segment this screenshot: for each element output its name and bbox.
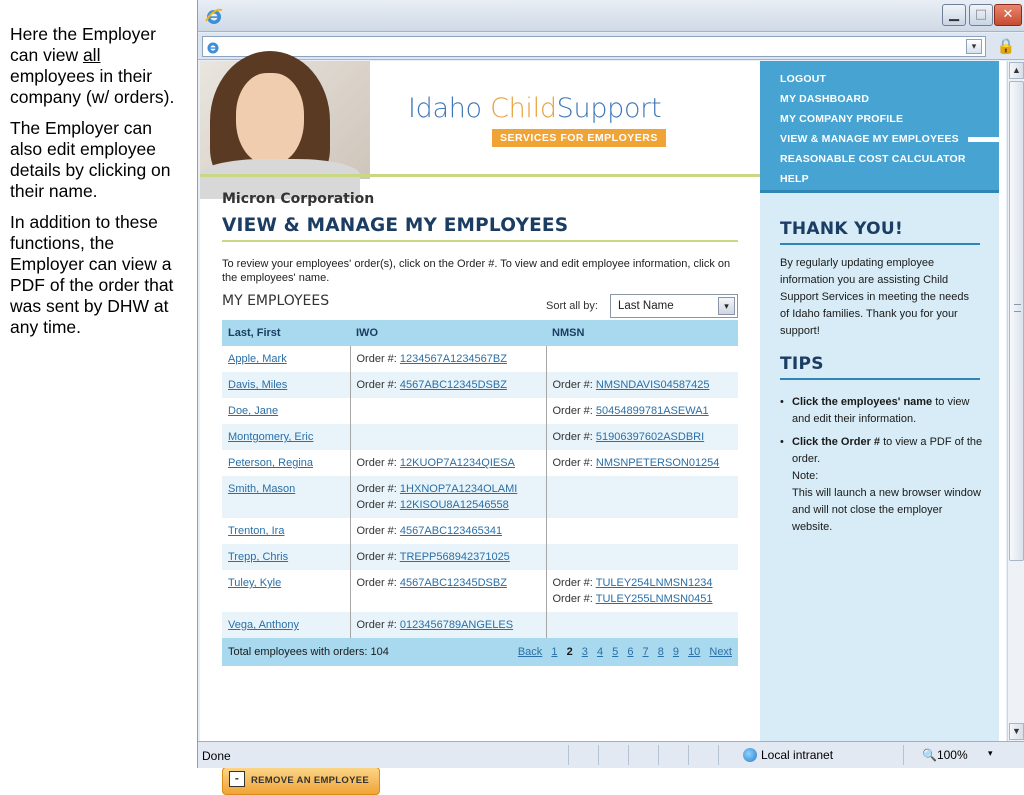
- table-row: Vega, Anthony Order #: 0123456789ANGELES: [222, 612, 738, 638]
- ie-logo-icon: [204, 6, 224, 26]
- employee-name-link[interactable]: Davis, Miles: [228, 379, 288, 391]
- table-row: Peterson, Regina Order #: 12KUOP7A1234QIESA Order #: NMSNPETERSON01254: [222, 450, 738, 476]
- table-row: Apple, Mark Order #: 1234567A1234567BZ: [222, 346, 738, 372]
- pager-page-link[interactable]: 8: [657, 646, 664, 658]
- column-header-iwo: IWO: [350, 320, 546, 346]
- table-row: Montgomery, Eric Order #: 51906397602ASDBRI: [222, 424, 738, 450]
- tip-item: • Click the Order # to view a PDF of the order. Note: This will launch a new browser window and will not close the employer website.: [780, 434, 985, 536]
- iwo-order-link[interactable]: 12KUOP7A1234QIESA: [399, 457, 515, 469]
- close-button[interactable]: ✕: [994, 4, 1022, 26]
- nmsn-order-link[interactable]: TULEY254LNMSN1234: [595, 577, 713, 589]
- nmsn-order-link[interactable]: TULEY255LNMSN0451: [595, 593, 713, 605]
- annotation-panel: [0, 0, 196, 768]
- logo-tagline: SERVICES FOR EMPLOYERS: [492, 129, 666, 147]
- maximize-button[interactable]: □: [969, 4, 993, 26]
- employee-name-link[interactable]: Doe, Jane: [228, 405, 279, 417]
- employee-name-link[interactable]: Smith, Mason: [228, 483, 296, 495]
- sort-label: Sort all by:: [546, 300, 598, 312]
- thank-you-heading: THANK YOU!: [780, 193, 980, 245]
- pager-back-link[interactable]: Back: [517, 646, 543, 658]
- table-footer: [222, 638, 738, 666]
- nav-my-dashboard[interactable]: MY DASHBOARD: [780, 93, 870, 105]
- browser-window: [197, 0, 1024, 786]
- page-title: VIEW & MANAGE MY EMPLOYEES: [222, 215, 738, 242]
- pager-page-link[interactable]: 1: [551, 646, 558, 658]
- employee-name-link[interactable]: Montgomery, Eric: [228, 431, 314, 443]
- tip-item: • Click the employees' name to view and edit their information.: [780, 394, 985, 428]
- iwo-order-link[interactable]: 4567ABC123465341: [399, 525, 503, 537]
- employee-name-link[interactable]: Trepp, Chris: [228, 551, 289, 563]
- nmsn-order-link[interactable]: NMSNDAVIS04587425: [595, 379, 710, 391]
- employee-name-link[interactable]: Tuley, Kyle: [228, 577, 282, 589]
- annotation-paragraph-2: The Employer can also edit employee details by clicking on their name.: [10, 118, 171, 201]
- minus-icon: -: [229, 771, 245, 787]
- pager-page-link: 2: [566, 646, 573, 658]
- lock-icon[interactable]: 🔒: [996, 38, 1016, 55]
- table-row: Smith, Mason Order #: 1HXNOP7A1234OLAMI Order #: 12KISOU8A12546558: [222, 476, 738, 518]
- table-row: Doe, Jane Order #: 50454899781ASEWA1: [222, 398, 738, 424]
- thank-you-text: By regularly updating employee information you are assisting Child Support Services in meeting the needs of Idaho families. Thank you for your support!: [780, 257, 969, 337]
- nmsn-order-link[interactable]: 50454899781ASEWA1: [595, 405, 709, 417]
- iwo-order-link[interactable]: 1234567A1234567BZ: [399, 353, 507, 365]
- pager-page-link[interactable]: 9: [672, 646, 679, 658]
- nmsn-order-link[interactable]: NMSNPETERSON01254: [595, 457, 720, 469]
- iwo-order-link[interactable]: 4567ABC12345DSBZ: [399, 379, 507, 391]
- nmsn-order-link[interactable]: 51906397602ASDBRI: [595, 431, 705, 443]
- employees-subtitle: MY EMPLOYEES: [222, 293, 330, 309]
- zoom-level[interactable]: 🔍100%: [922, 748, 968, 762]
- table-row: Trepp, Chris Order #: TREPP568942371025: [222, 544, 738, 570]
- pager-page-link[interactable]: 5: [612, 646, 619, 658]
- pager-page-link[interactable]: 3: [581, 646, 588, 658]
- nav-help[interactable]: HELP: [780, 173, 809, 185]
- table-row: Tuley, Kyle Order #: 4567ABC12345DSBZ Order #: TULEY254LNMSN1234 Order #: TULEY255LNMSN0451: [222, 570, 738, 612]
- site-header: [200, 61, 760, 179]
- total-employees: Total employees with orders: 104: [228, 646, 389, 658]
- address-input[interactable]: [202, 36, 986, 57]
- scroll-down-icon[interactable]: ▼: [1009, 723, 1024, 740]
- address-dropdown-icon[interactable]: ▾: [966, 39, 982, 54]
- title-bar: [198, 0, 1024, 32]
- employee-name-link[interactable]: Trenton, Ira: [228, 525, 285, 537]
- main-nav: [760, 61, 999, 193]
- intro-text: To review your employees' order(s), click on the Order #. To view and edit employee information, click on the employees' name.: [222, 258, 731, 284]
- header-photo: [200, 61, 370, 179]
- zoom-dropdown-icon[interactable]: ▾: [988, 748, 993, 758]
- sidebar: [760, 193, 999, 741]
- pager-next-link[interactable]: Next: [709, 646, 732, 658]
- employees-table: [222, 320, 738, 666]
- table-row: Trenton, Ira Order #: 4567ABC123465341: [222, 518, 738, 544]
- nav-view-manage-employees[interactable]: VIEW & MANAGE MY EMPLOYEES: [780, 129, 999, 149]
- globe-icon: [743, 748, 757, 762]
- tips-heading: TIPS: [780, 354, 980, 380]
- minimize-button[interactable]: ▁: [942, 4, 966, 26]
- company-name: Micron Corporation: [222, 191, 375, 207]
- status-text: Done: [202, 749, 231, 763]
- chevron-down-icon[interactable]: ▾: [718, 297, 735, 315]
- employee-name-link[interactable]: Peterson, Regina: [228, 457, 313, 469]
- nav-my-company-profile[interactable]: MY COMPANY PROFILE: [780, 113, 904, 125]
- address-bar: [198, 33, 1024, 60]
- annotation-paragraph-3: In addition to these functions, the Employer can view a PDF of the order that was sent by DHW at any time.: [10, 212, 174, 337]
- table-row: Davis, Miles Order #: 4567ABC12345DSBZ Order #: NMSNDAVIS04587425: [222, 372, 738, 398]
- annotation-emphasis: all: [82, 45, 101, 65]
- employee-name-link[interactable]: Vega, Anthony: [228, 619, 299, 631]
- pager-page-link[interactable]: 4: [596, 646, 604, 658]
- pager-page-link[interactable]: 7: [642, 646, 649, 658]
- annotation-paragraph-1: Here the Employer can view all employees in their company (w/ orders).: [10, 24, 175, 107]
- nav-reasonable-cost-calculator[interactable]: REASONABLE COST CALCULATOR: [780, 153, 966, 165]
- iwo-order-link[interactable]: 0123456789ANGELES: [399, 619, 514, 631]
- iwo-order-link[interactable]: TREPP568942371025: [399, 551, 510, 563]
- column-header-name[interactable]: Last, First: [222, 320, 350, 346]
- pagination: [518, 644, 732, 660]
- employee-name-link[interactable]: Apple, Mark: [228, 353, 287, 365]
- security-zone[interactable]: Local intranet: [743, 748, 833, 762]
- status-bar: [198, 741, 1024, 768]
- site-logo[interactable]: Idaho ChildSupport SERVICES FOR EMPLOYERS: [408, 93, 708, 124]
- scroll-thumb[interactable]: [1009, 81, 1024, 561]
- iwo-order-link[interactable]: 12KISOU8A12546558: [399, 499, 509, 511]
- sort-select[interactable]: Last Name ▾: [610, 294, 738, 318]
- page-icon: [205, 39, 221, 55]
- remove-employee-button[interactable]: - REMOVE AN EMPLOYEE: [222, 767, 380, 795]
- vertical-scrollbar[interactable]: [1007, 61, 1024, 741]
- header-divider: [200, 174, 760, 177]
- scroll-up-icon[interactable]: ▲: [1009, 62, 1024, 79]
- iwo-order-link[interactable]: 4567ABC12345DSBZ: [399, 577, 507, 589]
- iwo-order-link[interactable]: 1HXNOP7A1234OLAMI: [399, 483, 518, 495]
- pager-page-link[interactable]: 10: [688, 646, 701, 658]
- nav-logout[interactable]: LOGOUT: [780, 73, 827, 85]
- column-header-nmsn: NMSN: [546, 320, 738, 346]
- pager-page-link[interactable]: 6: [627, 646, 634, 658]
- tips-list: [780, 394, 985, 536]
